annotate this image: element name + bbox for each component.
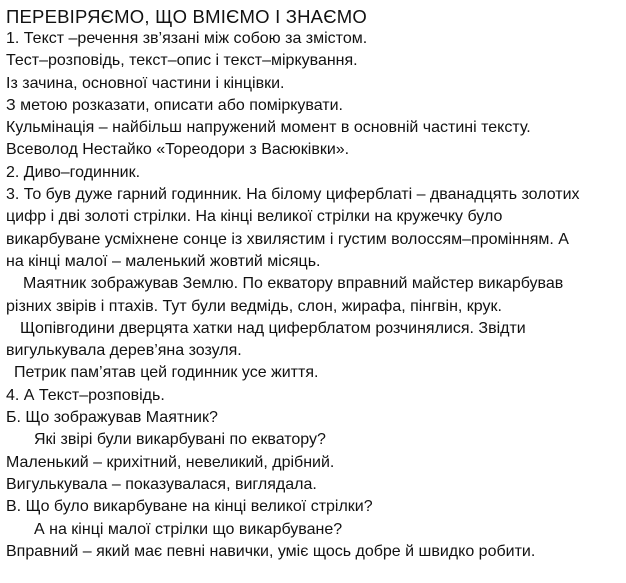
answer-4b-synonyms-1: Маленький – крихітний, невеликий, дрібний. [6, 453, 335, 471]
answer-1-text-definition: 1. Текст –речення зв’язані між собою за змістом. [6, 30, 368, 47]
answer-3-paragraph-line: Щопівгодини дверцята хатки над циферблатом розчинялися. Звідти [20, 319, 526, 337]
answer-4v-definition: Вправний – який має певні навички, уміє щось добре й швидко робити. [6, 542, 536, 560]
answer-3-paragraph-line: на кінці малої – маленький жовтий місяць. [6, 252, 321, 270]
answer-3-paragraph-line: викарбуване усміхнене сонце із хвилястим і густим волоссям–промінням. А [6, 230, 569, 248]
answer-4a: 4. А Текст–розповідь. [6, 386, 165, 404]
page-title: ПЕРЕВІРЯЄМО, ЩО ВМІЄМО І ЗНАЄМО [6, 6, 367, 27]
worksheet-document [6, 6, 622, 563]
answer-1-climax: Кульмінація – найбільш напружений момент в основній частині тексту. [6, 119, 531, 137]
answer-3-paragraph-line: вигулькувала дерев’яна зозуля. [6, 342, 242, 360]
answer-3-paragraph-line: 3. То був дуже гарний годинник. На білому циферблаті – дванадцять золотих [6, 186, 580, 204]
answer-3-paragraph-line: різних звірів і птахів. Тут були ведмідь, слон, жирафа, пінгвін, крук. [6, 297, 502, 315]
answer-3-paragraph-line: Маятник зображував Землю. По екватору вправний майстер викарбував [23, 275, 564, 293]
answer-4v-question-2: А на кінці малої стрілки що викарбуване? [34, 520, 343, 538]
answer-1-text-purpose: З метою розказати, описати або поміркувати. [6, 96, 343, 114]
answer-1-author-book: Всеволод Нестайко «Тореодори з Васюківки». [6, 141, 350, 159]
answer-3-paragraph-line: Петрик пам’ятав цей годинник усе життя. [14, 364, 319, 382]
answer-1-text-parts: Із зачина, основної частини і кінцівки. [6, 74, 285, 92]
answer-4v-question-1: В. Що було викарбуване на кінці великої стрілки? [6, 498, 373, 516]
answer-4b-question-1: Б. Що зображував Маятник? [6, 409, 218, 427]
answer-3-paragraph-line: цифр і дві золоті стрілки. На кінці великої стрілки на кружечку було [6, 208, 503, 226]
answer-4b-question-2: Які звірі були викарбувані по екватору? [34, 431, 326, 449]
answer-1-text-types: Тест–розповідь, текст–опис і текст–міркування. [6, 52, 358, 70]
answer-4b-synonyms-2: Вигулькувала – показувалася, виглядала. [6, 475, 317, 493]
answer-2-title: 2. Диво–годинник. [6, 163, 141, 181]
